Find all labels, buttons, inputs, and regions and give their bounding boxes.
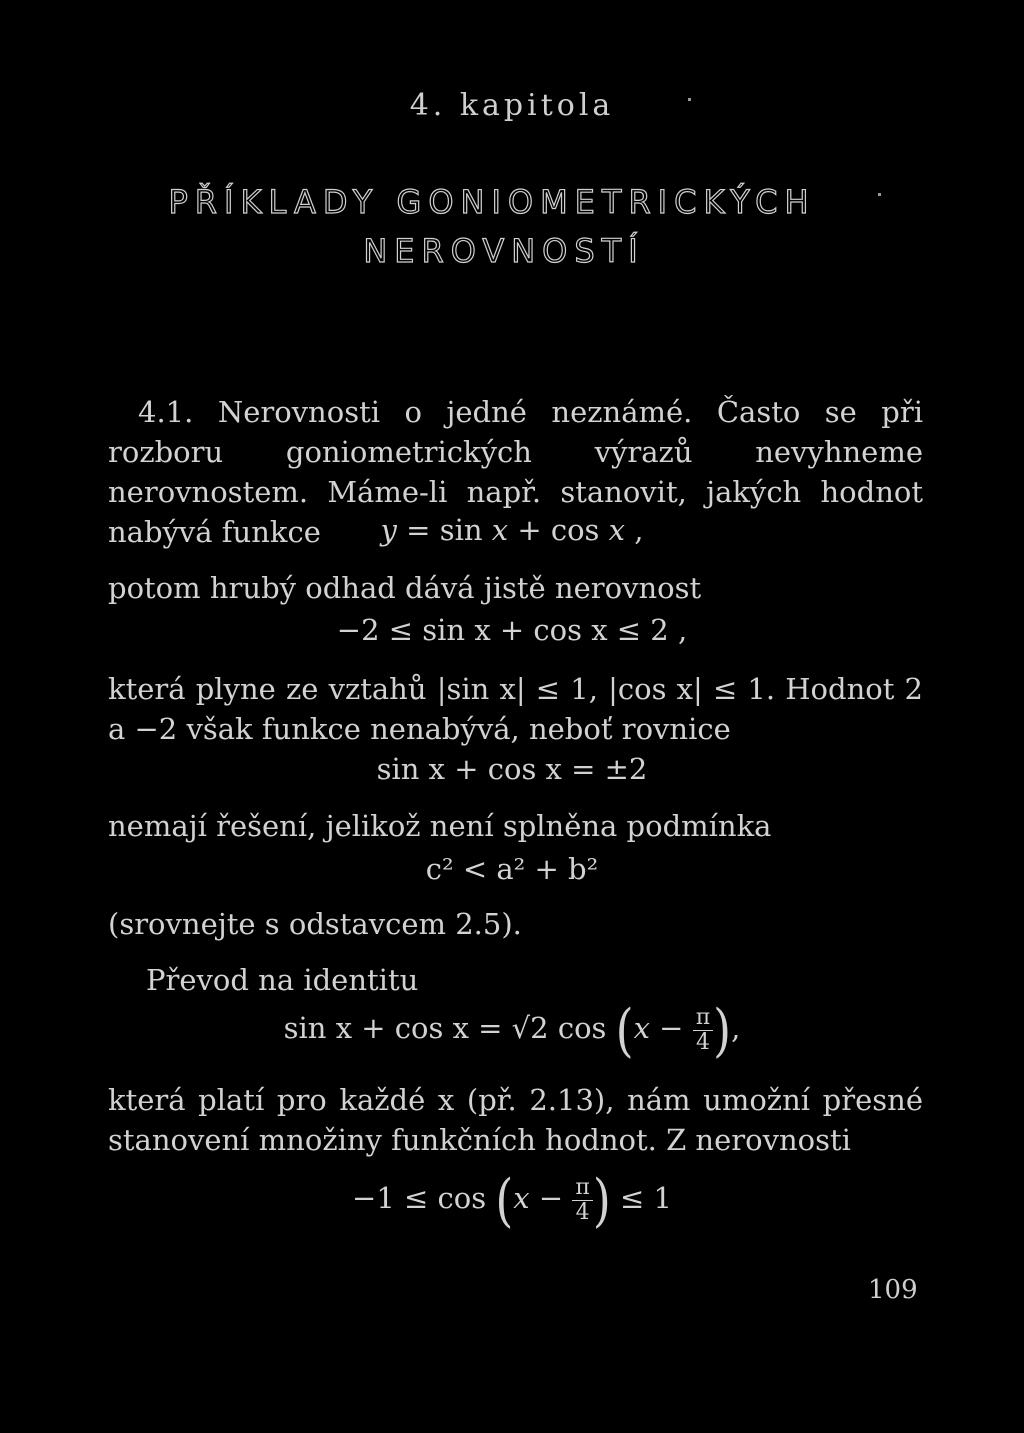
section-heading: Nerovnosti o jedné neznámé. xyxy=(217,395,693,429)
fraction-numerator: π xyxy=(572,1176,592,1201)
eq-term: + cos xyxy=(508,513,609,547)
section-number: 4.1. xyxy=(138,395,194,429)
equation-condition: c² < a² + b² xyxy=(425,852,599,886)
eq-minus: − xyxy=(659,1011,684,1045)
equation-identity xyxy=(0,996,1024,1064)
eq-tail: ≤ 1 xyxy=(620,1181,672,1215)
paragraph-valid-for-all-x: která platí pro každé x (př. 2.13), nám umožní přesné stanovení množiny funkčních hodnot. Z nerovnosti xyxy=(108,1083,923,1157)
eq-var-x: x xyxy=(513,1181,530,1215)
eq-comma: , xyxy=(625,513,644,547)
chapter-title-line-2: NEROVNOSTÍ xyxy=(363,232,645,270)
fraction-denominator: 4 xyxy=(575,1199,590,1225)
eq-relation: = xyxy=(406,513,431,547)
eq-minus: − xyxy=(538,1181,564,1215)
eq-term: sin xyxy=(439,513,492,547)
page-number: 109 xyxy=(868,1275,918,1305)
equation-cos-bound xyxy=(0,1166,1024,1234)
eq-lhs: −1 ≤ cos xyxy=(352,1181,487,1215)
paren-close: ) xyxy=(713,996,732,1064)
paragraph-rough-estimate: potom hrubý odhad dává jistě nerovnost xyxy=(108,571,702,605)
paragraph-follows-from: která plyne ze vztahů |sin x| ≤ 1, |cos x| ≤ 1. Hodnot 2 a −2 však funkce nenabývá, neboť rovnice xyxy=(108,672,923,746)
paren-open: ( xyxy=(495,1166,514,1234)
eq-lhs: sin x + cos x = √2 cos xyxy=(283,1011,607,1045)
equation-y-definition xyxy=(0,513,1024,547)
eq-var-x: x xyxy=(608,513,626,547)
fraction-pi-over-4 xyxy=(693,1006,713,1055)
fraction-pi-over-4 xyxy=(572,1176,592,1225)
paragraph-no-solution: nemají řešení, jelikož není splněna podmínka xyxy=(108,809,772,843)
section-intro-text: Často se při rozboru goniometrických výrazů nevyhneme nerovnostem. Máme-li např. stanovit, jakých hodnot nabývá funkce xyxy=(108,395,924,549)
equation-bound: −2 ≤ sin x + cos x ≤ 2 , xyxy=(336,613,688,647)
paren-open: ( xyxy=(615,996,634,1064)
paren-close: ) xyxy=(592,1166,611,1234)
fraction-denominator: 4 xyxy=(695,1029,710,1055)
eq-var-y: y xyxy=(380,513,397,547)
chapter-label: 4. kapitola xyxy=(409,88,615,123)
eq-comma: , xyxy=(731,1011,741,1045)
chapter-title-line-1: PŘÍKLADY GONIOMETRICKÝCH xyxy=(168,183,816,221)
eq-var-x: x xyxy=(633,1011,650,1045)
scan-artifact xyxy=(688,98,691,101)
fraction-numerator: π xyxy=(693,1006,713,1031)
paragraph-identity-intro: Převod na identitu xyxy=(146,963,419,997)
equation-plus-minus-two: sin x + cos x = ±2 xyxy=(376,752,648,786)
paragraph-compare: (srovnejte s odstavcem 2.5). xyxy=(108,907,522,941)
eq-var-x: x xyxy=(491,513,509,547)
